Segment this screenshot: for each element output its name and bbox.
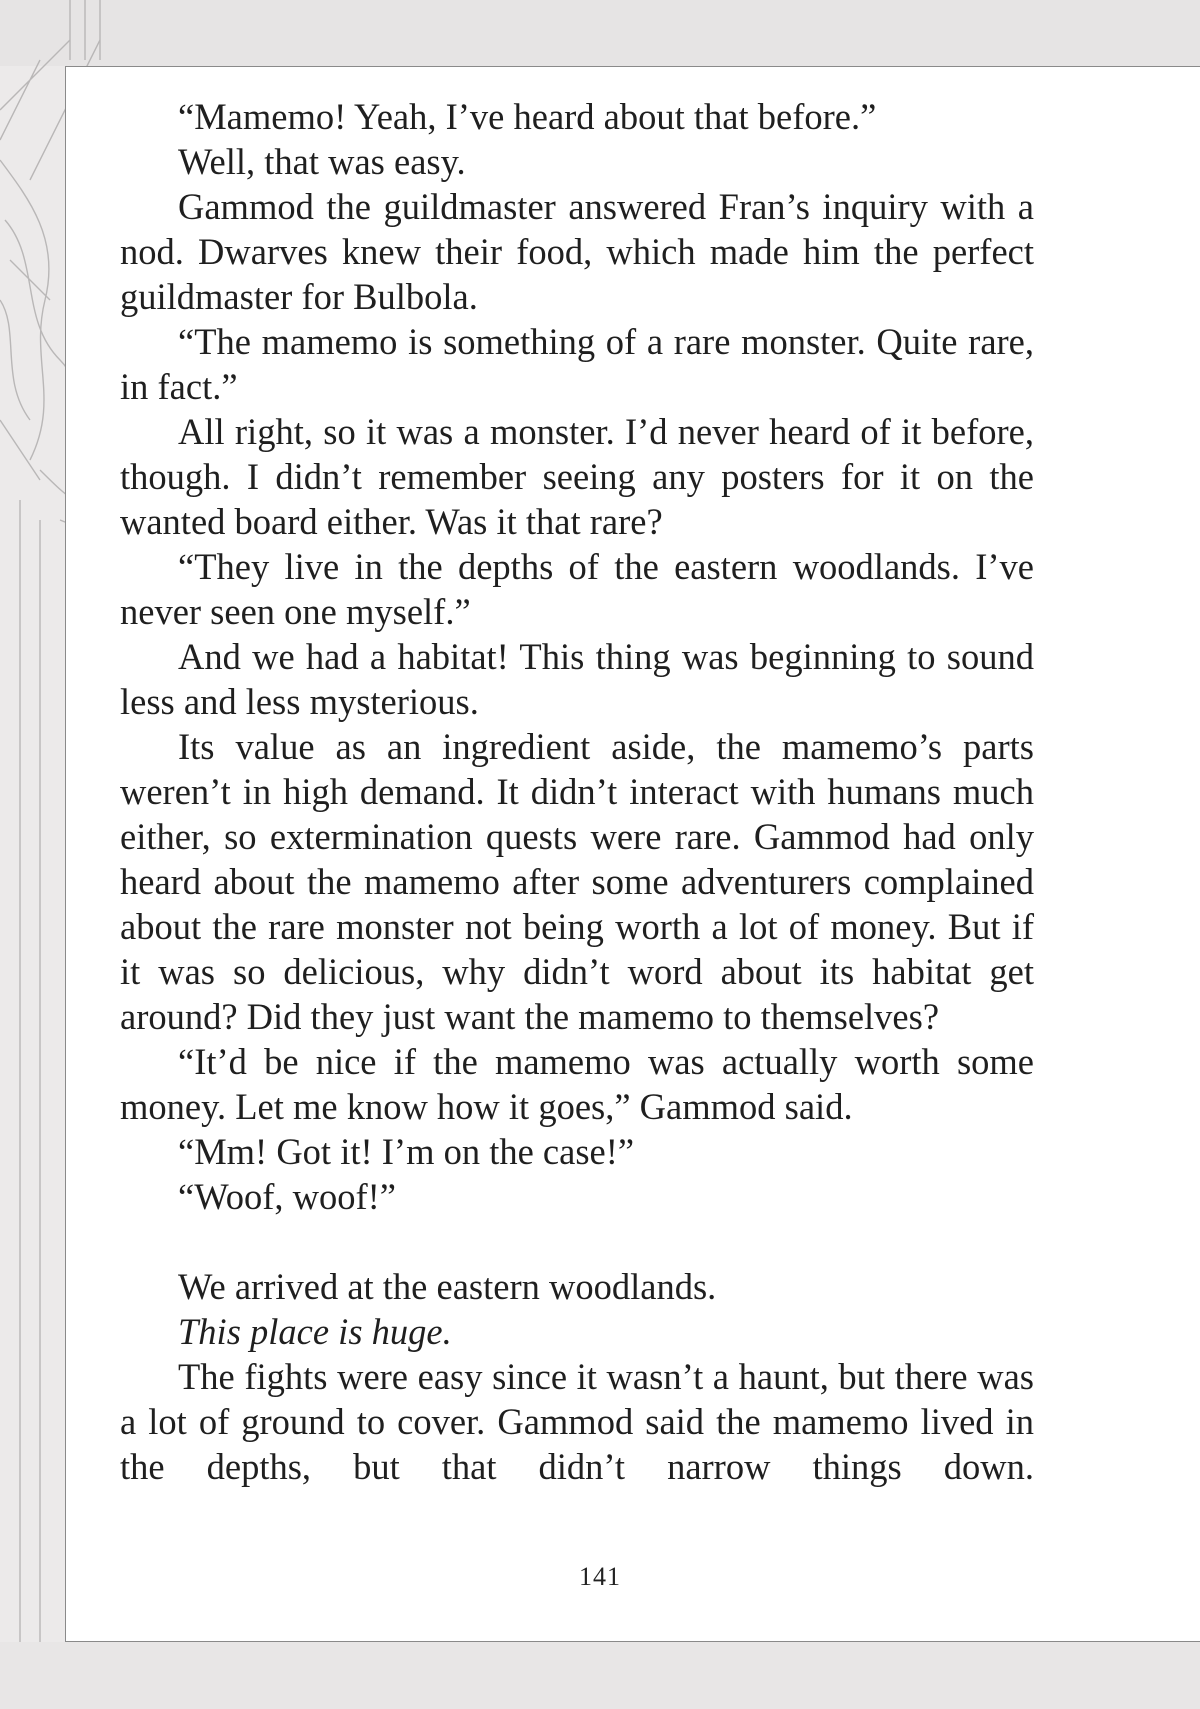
paragraph: All right, so it was a monster. I’d never heard of it before, though. I didn’t remember seeing any posters for it on the wanted board either. Was it that rare? <box>120 411 1034 542</box>
italic-thought <box>120 1309 1034 1354</box>
paragraph: The fights were easy since it wasn’t a haunt, but there was a lot of ground to cover. Gammod said the mamemo lived in the depths, but that didn’t narrow things down. <box>120 1356 1034 1487</box>
paragraph: “Mm! Got it! I’m on the case!” <box>178 1131 635 1172</box>
scene-break <box>120 1219 1034 1264</box>
paragraph: “Mamemo! Yeah, I’ve heard about that before.” <box>178 96 877 137</box>
paragraph: Gammod the guildmaster answered Fran’s inquiry with a nod. Dwarves knew their food, which made him the perfect guildmaster for Bulbola. <box>120 186 1034 317</box>
paragraph: We arrived at the eastern woodlands. <box>178 1266 717 1307</box>
body-text <box>120 94 1034 1489</box>
paragraph: “It’d be nice if the mamemo was actually worth some money. Let me know how it goes,” Gammod said. <box>120 1041 1034 1127</box>
paragraph: “Woof, woof!” <box>178 1176 397 1217</box>
paragraph: Well, that was easy. <box>178 141 466 182</box>
italic-text: This place is huge. <box>178 1311 452 1352</box>
page-number: 141 <box>579 1562 621 1591</box>
paragraph: “They live in the depths of the eastern woodlands. I’ve never seen one myself.” <box>120 546 1034 632</box>
page-bottom-margin <box>0 1642 1200 1709</box>
paragraph: “The mamemo is something of a rare monster. Quite rare, in fact.” <box>120 321 1034 407</box>
paragraph: And we had a habitat! This thing was beginning to sound less and less mysterious. <box>120 636 1034 722</box>
paragraph: Its value as an ingredient aside, the mamemo’s parts weren’t in high demand. It didn’t interact with humans much either, so extermination quests were rare. Gammod had only heard about the mamemo after some adventurers complained about the rare monster not being worth a lot of money. But if it was so delicious, why didn’t word about its habitat get around? Did they just want the mamemo to themselves? <box>120 726 1034 1037</box>
